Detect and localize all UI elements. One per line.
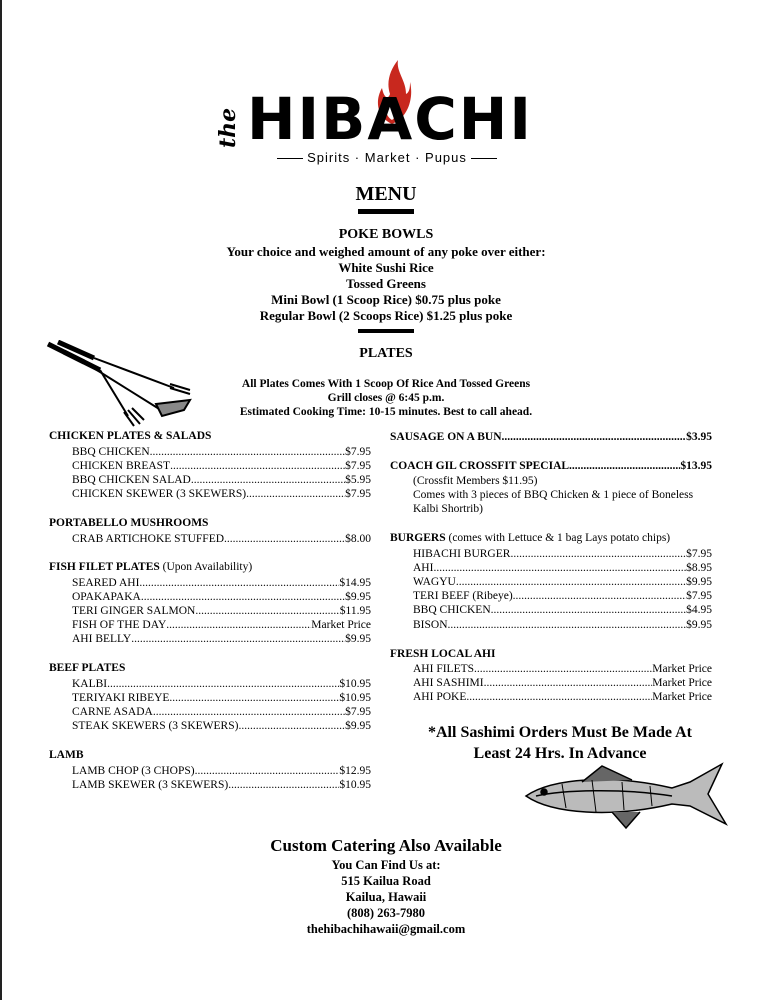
- crossfit-note: Kalbi Shortrib): [413, 503, 483, 515]
- section-title-chicken: CHICKEN PLATES & SALADS: [49, 430, 212, 442]
- menu-item: OPAKAPAKA ..... $9.95: [72, 590, 371, 604]
- menu-item: WAGYU ..... $9.95: [413, 575, 712, 589]
- catering-address: 515 Kailua Road: [341, 874, 431, 888]
- sashimi-notice: *All Sashimi Orders Must Be Made At Least 24 Hrs. In Advance: [428, 724, 692, 762]
- menu-item: TERI GINGER SALMON ..... $11.95: [72, 604, 371, 618]
- menu-item: CARNE ASADA ..... $7.95: [72, 705, 371, 719]
- plates-title: PLATES: [359, 346, 413, 361]
- menu-item: HIBACHI BURGER ..... $7.95: [413, 547, 712, 561]
- menu-item: AHI SASHIMI ..... Market Price: [413, 676, 712, 690]
- menu-item: CHICKEN SKEWER (3 SKEWERS) ..... $7.95: [72, 487, 371, 501]
- menu-item: TERIYAKI RIBEYE ..... $10.95: [72, 691, 371, 705]
- section-title-fish: FISH FILET PLATES (Upon Availability): [49, 561, 253, 573]
- section-title-beef: BEEF PLATES: [49, 662, 126, 674]
- menu-item: TERI BEEF (Ribeye) ..... $7.95: [413, 589, 712, 603]
- poke-title: POKE BOWLS: [338, 227, 434, 242]
- poke-line: White Sushi Rice: [338, 260, 434, 275]
- logo-name: HIBACHI: [247, 85, 533, 153]
- poke-line: Regular Bowl (2 Scoops Rice) $1.25 plus poke: [259, 308, 513, 323]
- plates-line: Estimated Cooking Time: 10-15 minutes. Best to call ahead.: [239, 406, 533, 418]
- catering-email: thehibachihawaii@gmail.com: [306, 922, 466, 936]
- menu-item: AHI BELLY ..... $9.95: [72, 632, 371, 646]
- tuna-fish-icon: [522, 760, 728, 832]
- section-title-portabello: PORTABELLO MUSHROOMS: [49, 517, 209, 529]
- menu-item: LAMB CHOP (3 CHOPS) ..... $12.95: [72, 764, 371, 778]
- logo-the: the: [215, 107, 241, 148]
- section-title-lamb: LAMB: [49, 749, 84, 761]
- poke-line: Your choice and weighed amount of any poke over either:: [226, 244, 546, 259]
- section-title-burgers: BURGERS (comes with Lettuce & 1 bag Lays potato chips): [390, 532, 671, 544]
- menu-item: STEAK SKEWERS (3 SKEWERS) ..... $9.95: [72, 719, 371, 733]
- menu-item: BISON ..... $9.95: [413, 618, 712, 632]
- poke-line: Tossed Greens: [346, 276, 426, 291]
- menu-item-crossfit: COACH GIL CROSSFIT SPECIAL ..... $13.95: [390, 459, 712, 473]
- poke-line: Mini Bowl (1 Scoop Rice) $0.75 plus poke: [271, 292, 501, 307]
- menu-item: SEARED AHI ..... $14.95: [72, 576, 371, 590]
- crossfit-note: (Crossfit Members $11.95): [413, 475, 538, 487]
- menu-item: CRAB ARTICHOKE STUFFED ..... $8.00: [72, 532, 371, 546]
- menu-item: BBQ CHICKEN SALAD ..... $5.95: [72, 473, 371, 487]
- plates-divider: [358, 329, 414, 333]
- plates-line: All Plates Comes With 1 Scoop Of Rice And Tossed Greens: [241, 378, 531, 390]
- section-title-fresh-ahi: FRESH LOCAL AHI: [390, 648, 496, 660]
- menu-item: BBQ CHICKEN ..... $4.95: [413, 603, 712, 617]
- menu-item-sausage: SAUSAGE ON A BUN ..... $3.95: [390, 430, 712, 444]
- crossfit-note: Comes with 3 pieces of BBQ Chicken & 1 piece of Boneless: [413, 489, 694, 501]
- menu-item: AHI POKE ..... Market Price: [413, 690, 712, 704]
- catering-title: Custom Catering Also Available: [270, 836, 502, 855]
- menu-item: AHI ..... $8.95: [413, 561, 712, 575]
- catering-city: Kailua, Hawaii: [345, 890, 427, 904]
- menu-item: AHI FILETS ..... Market Price: [413, 662, 712, 676]
- menu-item: CHICKEN BREAST ..... $7.95: [72, 459, 371, 473]
- menu-title: MENU: [355, 183, 417, 205]
- catering-line: You Can Find Us at:: [331, 858, 441, 872]
- plates-line: Grill closes @ 6:45 p.m.: [327, 392, 445, 404]
- logo-tagline: Spirits · Market · Pupus: [267, 150, 507, 165]
- menu-item: BBQ CHICKEN ..... $7.95: [72, 445, 371, 459]
- menu-item: FISH OF THE DAY ..... Market Price: [72, 618, 371, 632]
- menu-item: LAMB SKEWER (3 SKEWERS) ..... $10.95: [72, 778, 371, 792]
- menu-underline: [358, 209, 414, 214]
- menu-item: KALBI ..... $10.95: [72, 677, 371, 691]
- catering-phone: (808) 263-7980: [346, 906, 426, 920]
